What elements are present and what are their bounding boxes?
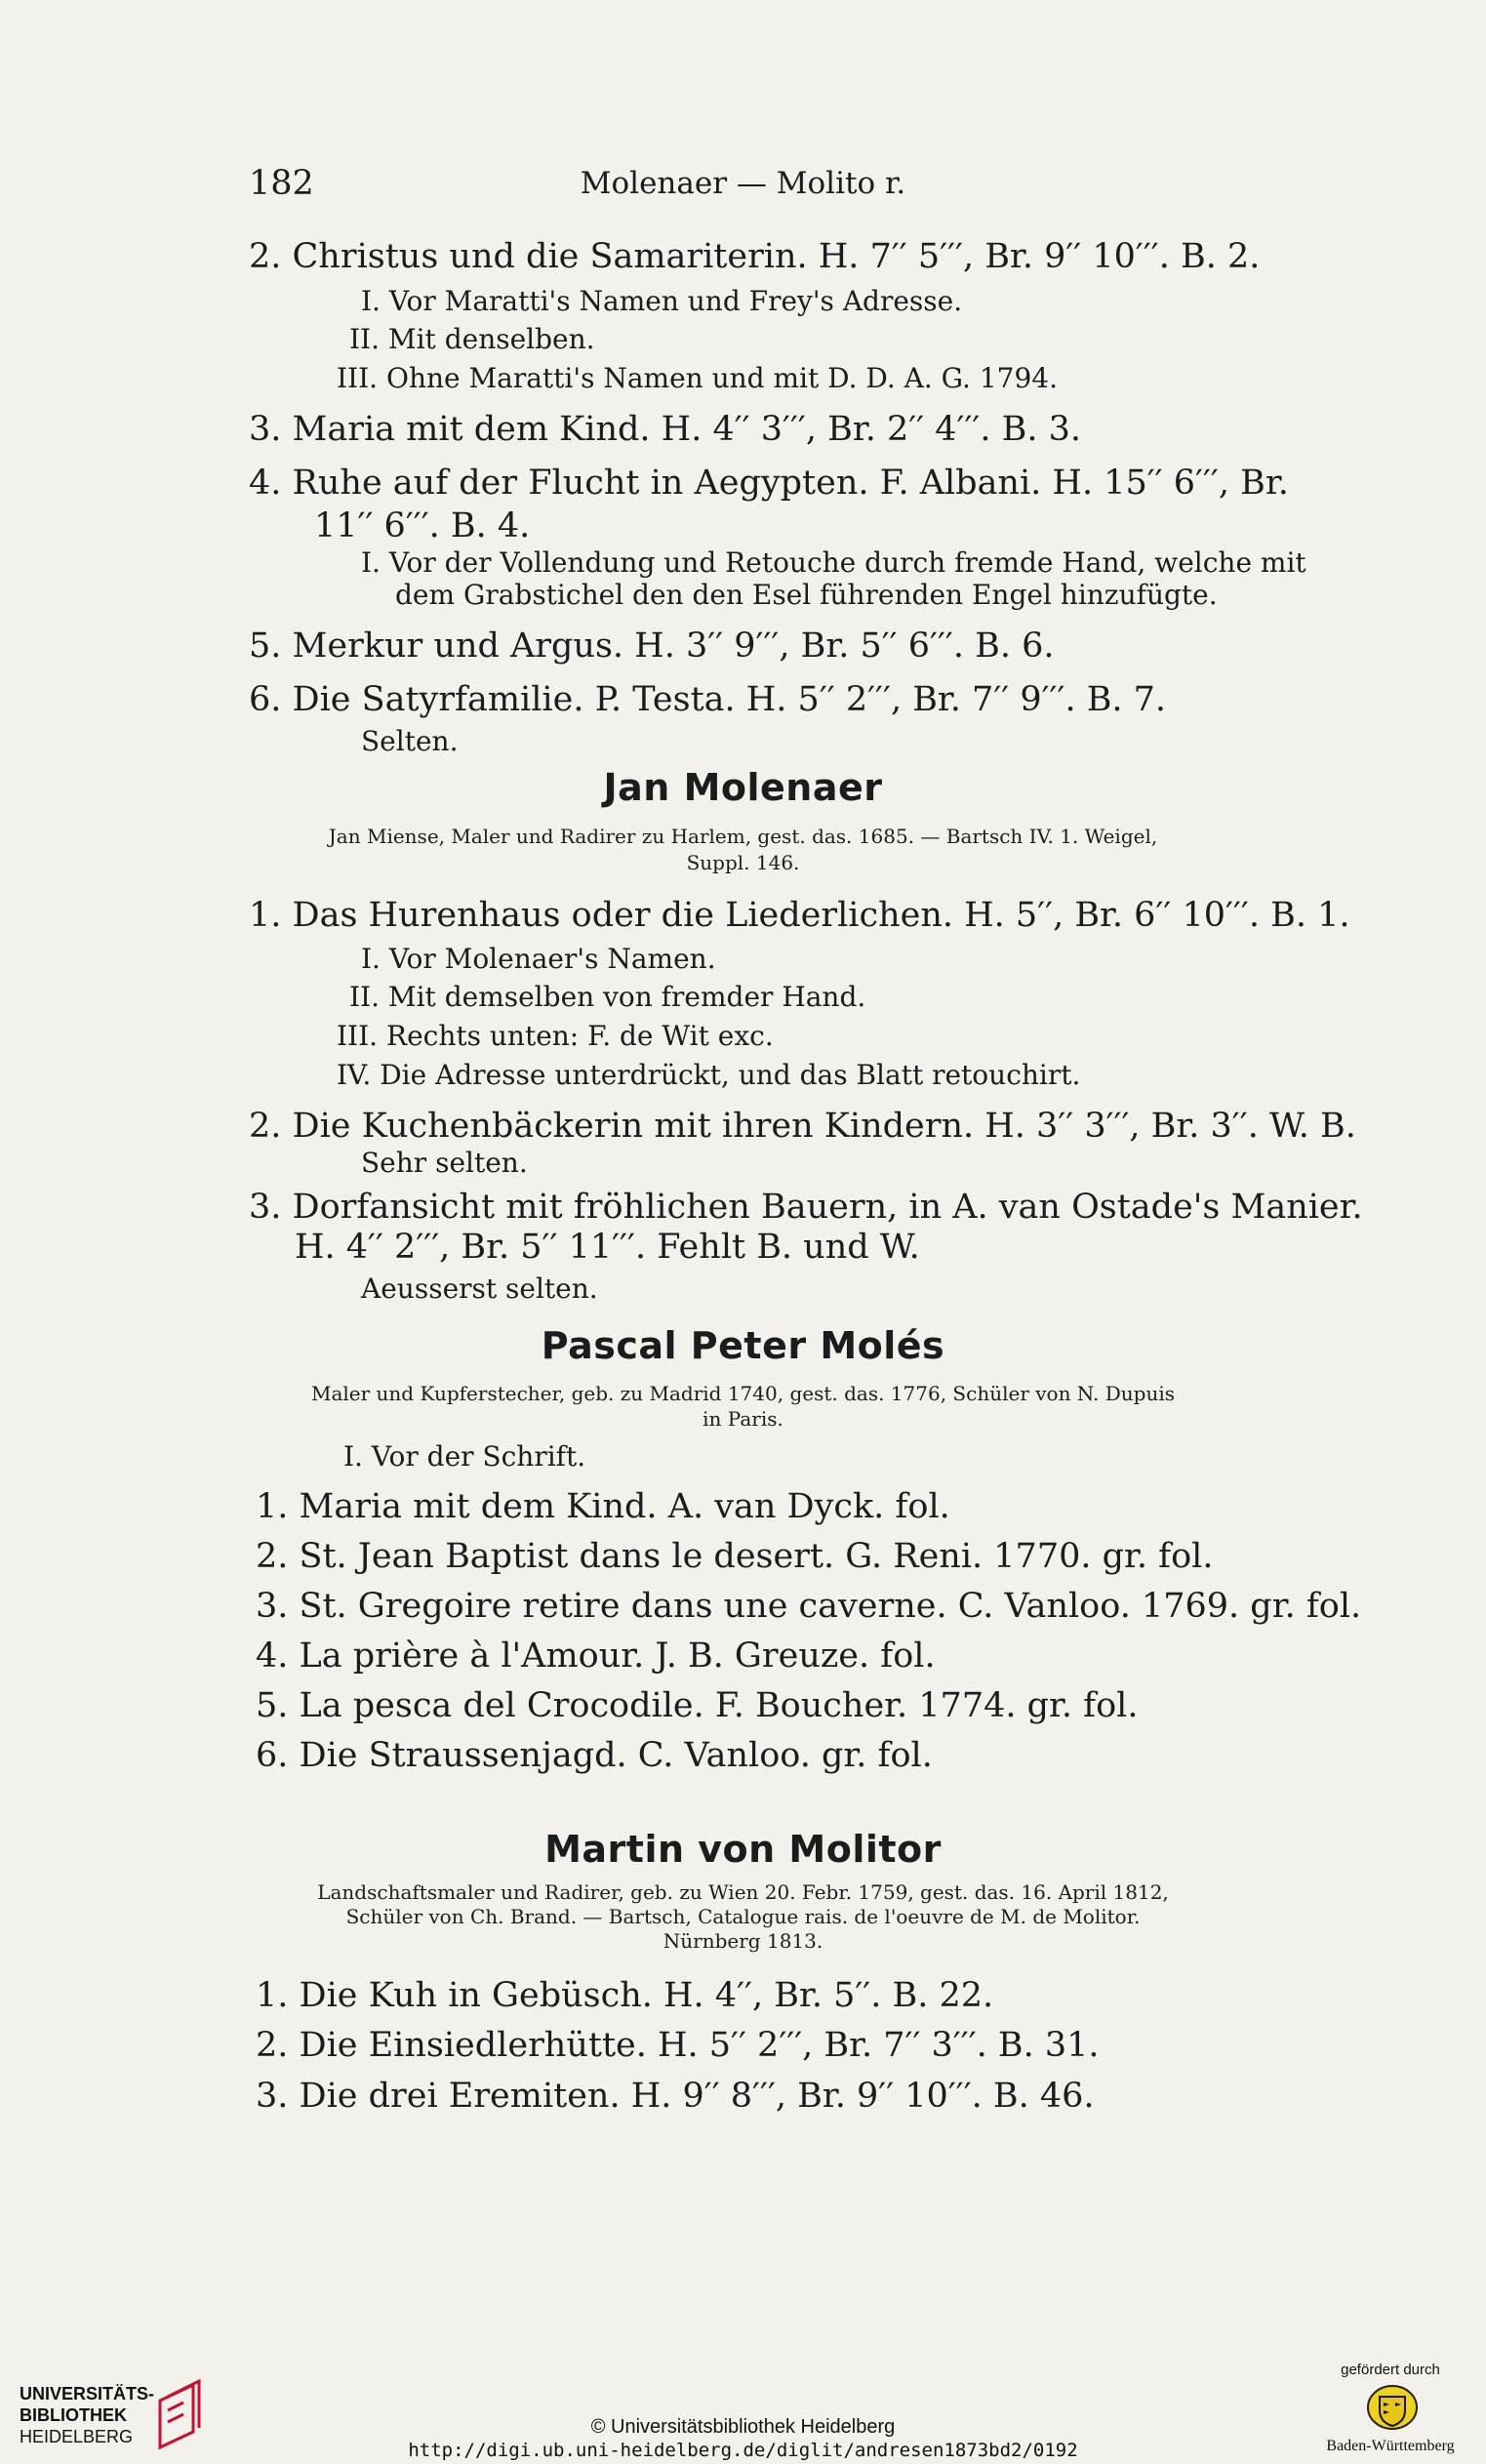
note-line: Aeusserst selten. xyxy=(361,1272,598,1305)
section-intro: Maler und Kupferstecher, geb. zu Madrid 1740, gest. das. 1776, Schüler von N. Dupuis xyxy=(310,1382,1176,1405)
library-city: HEIDELBERG xyxy=(20,2427,134,2446)
section-title-molitor: Martin von Molitor xyxy=(544,1828,942,1871)
state-line: III. Rechts unten: F. de Wit exc. xyxy=(337,1020,774,1052)
entry-line: H. 4′′ 2′′′, Br. 5′′ 11′′′. Fehlt B. und W. xyxy=(295,1228,920,1267)
section-intro: Schüler von Ch. Brand. — Bartsch, Catalogue rais. de l'oeuvre de M. de Molitor. xyxy=(345,1905,1141,1928)
entry-line: 2. Die Einsiedlerhütte. H. 5′′ 2′′′, Br. 7′′ 3′′′. B. 31. xyxy=(256,2026,1100,2065)
state-line: I. Vor Molenaer's Namen. xyxy=(361,943,716,975)
state-line: I. Vor der Schrift. xyxy=(343,1440,586,1473)
entry-line: 11′′ 6′′′. B. 4. xyxy=(314,506,531,545)
permalink-url[interactable]: http://digi.ub.uni-heidelberg.de/diglit/andresen1873bd2/0192 xyxy=(408,2440,1078,2461)
section-intro: in Paris. xyxy=(703,1407,783,1431)
coat-of-arms-icon xyxy=(1366,2383,1419,2432)
state-line: I. Vor Maratti's Namen und Frey's Adresse. xyxy=(361,285,963,317)
state-line: dem Grabstichel den den Esel führenden Engel hinzufügte. xyxy=(395,579,1218,611)
section-intro: Landschaftsmaler und Radirer, geb. zu Wien 20. Febr. 1759, gest. das. 16. April 1812, xyxy=(317,1880,1169,1904)
entry-line: 1. Das Hurenhaus oder die Liederlichen. H. 5′′, Br. 6′′ 10′′′. B. 1. xyxy=(249,896,1350,935)
section-intro: Nürnberg 1813. xyxy=(663,1929,823,1953)
entry-line: 3. St. Gregoire retire dans une caverne. C. Vanloo. 1769. gr. fol. xyxy=(256,1587,1362,1626)
entry-line: 2. Christus und die Samariterin. H. 7′′ 5′′′, Br. 9′′ 10′′′. B. 2. xyxy=(249,237,1261,276)
note-line: Selten. xyxy=(361,725,459,757)
state-line: II. Mit demselben von fremder Hand. xyxy=(349,981,866,1013)
entry-line: 2. Die Kuchenbäckerin mit ihren Kindern. H. 3′′ 3′′′, Br. 3′′. W. B. xyxy=(249,1107,1356,1146)
entry-line: 2. St. Jean Baptist dans le desert. G. Reni. 1770. gr. fol. xyxy=(256,1537,1214,1576)
note-line: Sehr selten. xyxy=(361,1147,528,1179)
entry-line: 1. Die Kuh in Gebüsch. H. 4′′, Br. 5′′. B. 22. xyxy=(256,1976,994,2015)
entry-line: 4. Ruhe auf der Flucht in Aegypten. F. Albani. H. 15′′ 6′′′, Br. xyxy=(249,464,1289,503)
entry-line: 3. Dorfansicht mit fröhlichen Bauern, in A. van Ostade's Manier. xyxy=(249,1188,1363,1227)
state-line: IV. Die Adresse unterdrückt, und das Blatt retouchirt. xyxy=(337,1059,1081,1091)
funder-name: Baden-Württemberg xyxy=(1326,2438,1455,2454)
section-title-moles: Pascal Peter Molés xyxy=(541,1324,945,1367)
funded-by-label: gefördert durch xyxy=(1341,2362,1440,2378)
library-name-line: BIBLIOTHEK xyxy=(20,2405,127,2425)
entry-line: 5. Merkur und Argus. H. 3′′ 9′′′, Br. 5′′ 6′′′. B. 6. xyxy=(249,626,1055,666)
state-line: III. Ohne Maratti's Namen und mit D. D. A. G. 1794. xyxy=(337,362,1058,394)
entry-line: 3. Maria mit dem Kind. H. 4′′ 3′′′, Br. 2′′ 4′′′. B. 3. xyxy=(249,410,1081,449)
state-line: I. Vor der Vollendung und Retouche durch fremde Hand, welche mit xyxy=(361,546,1306,579)
library-name-line: UNIVERSITÄTS- xyxy=(20,2384,155,2403)
entry-line: 6. Die Straussenjagd. C. Vanloo. gr. fol. xyxy=(256,1736,933,1775)
entry-line: 4. La prière à l'Amour. J. B. Greuze. fol. xyxy=(256,1636,936,1676)
section-title-molenaer: Jan Molenaer xyxy=(603,766,883,809)
section-intro: Suppl. 146. xyxy=(686,851,800,874)
entry-line: 1. Maria mit dem Kind. A. van Dyck. fol. xyxy=(256,1487,950,1526)
entry-line: 3. Die drei Eremiten. H. 9′′ 8′′′, Br. 9′′ 10′′′. B. 46. xyxy=(256,2077,1095,2116)
running-title: Molenaer — Molito r. xyxy=(580,166,906,201)
section-intro: Jan Miense, Maler und Radirer zu Harlem, gest. das. 1685. — Bartsch IV. 1. Weigel, xyxy=(328,825,1158,848)
entry-line: 5. La pesca del Crocodile. F. Boucher. 1774. gr. fol. xyxy=(256,1686,1139,1725)
page-number: 182 xyxy=(249,164,314,203)
copyright-notice: © Universitätsbibliothek Heidelberg xyxy=(590,2416,896,2438)
state-line: II. Mit denselben. xyxy=(349,323,595,355)
entry-line: 6. Die Satyrfamilie. P. Testa. H. 5′′ 2′′′, Br. 7′′ 9′′′. B. 7. xyxy=(249,680,1167,719)
